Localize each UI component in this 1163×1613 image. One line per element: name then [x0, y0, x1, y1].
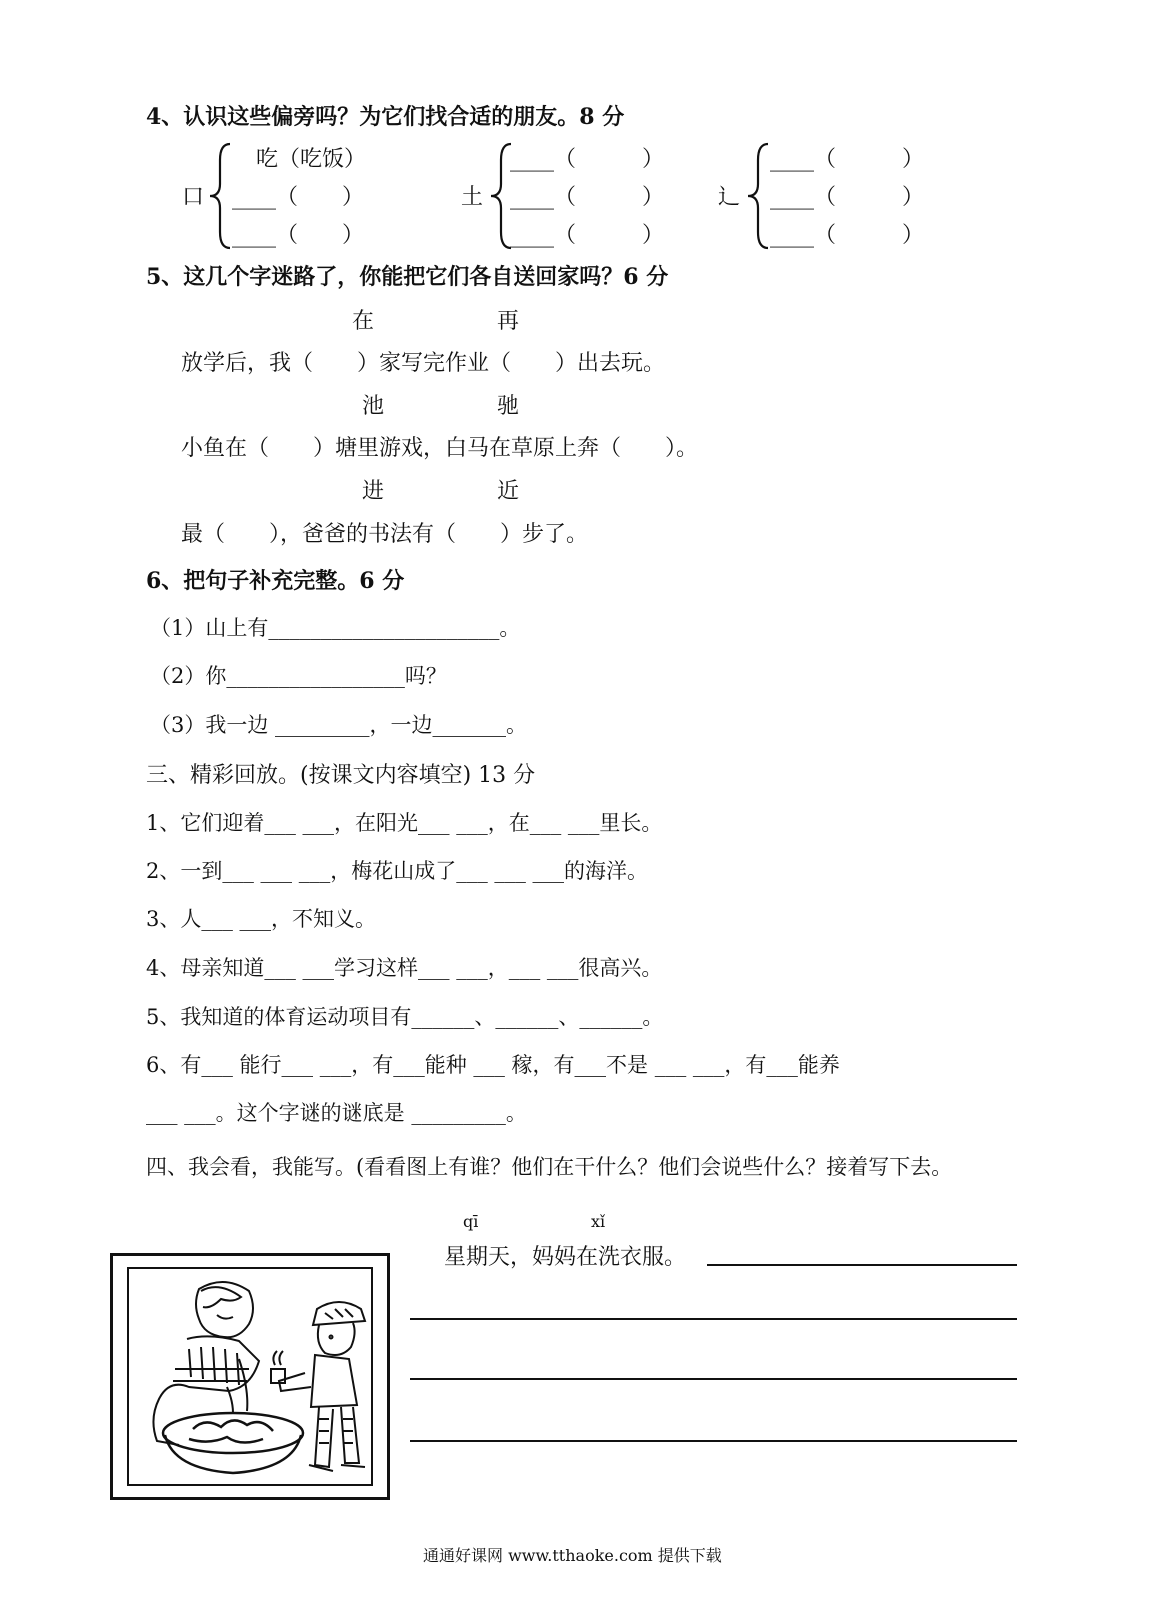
- q4-g3-row2[interactable]: ____（ ）: [770, 185, 925, 210]
- q5-set1-sentence[interactable]: 放学后，我（ ）家写完作业（ ）出去玩。: [181, 351, 666, 376]
- section3-title: 三、精彩回放。(按课文内容填空) 13 分: [146, 763, 536, 788]
- pinyin-xi: xǐ: [591, 1212, 606, 1231]
- brace-left-3: [742, 140, 772, 252]
- q5-set3-sentence[interactable]: 最（ ），爸爸的书法有（ ）步了。: [181, 522, 589, 547]
- q4-g3-row1[interactable]: ____（ ）: [770, 147, 925, 172]
- section3-item-1[interactable]: 1、它们迎着___ ___，在阳光___ ___，在___ ___里长。: [146, 811, 663, 835]
- q4-g3-row3[interactable]: ____（ ）: [770, 223, 925, 248]
- q4-g2-row1[interactable]: ____（ ）: [510, 147, 665, 172]
- q6-title: 6、把句子补充完整。6 分: [146, 568, 405, 594]
- radical-chuo: 辶: [718, 185, 741, 210]
- writing-line-4[interactable]: [410, 1440, 1017, 1442]
- q5-set2-sentence[interactable]: 小鱼在（ ）塘里游戏，白马在草原上奔（ ）。: [181, 436, 699, 461]
- writing-start-text: 星期天，妈妈在洗衣服。: [444, 1245, 687, 1270]
- section4-title: 四、我会看，我能写。(看看图上有谁？他们在干什么？他们会说些什么？接着写下去。: [146, 1155, 953, 1179]
- q4-g1-row3[interactable]: ____（ ）: [232, 223, 365, 248]
- q5-set1-word-b: 再: [497, 309, 520, 334]
- radical-tu: 土: [461, 185, 484, 210]
- writing-line-2[interactable]: [410, 1318, 1017, 1320]
- section3-item-6[interactable]: 6、有___ 能行___ ___，有___能种 ___ 稼，有___不是 ___ ___，有___能养: [146, 1053, 840, 1077]
- q5-set2-word-b: 驰: [497, 394, 520, 419]
- illustration-drawing: [129, 1269, 373, 1486]
- section3-item-6-cont[interactable]: ___ ___。这个字谜的谜底是 _________。: [146, 1101, 527, 1125]
- q5-set3-word-b: 近: [497, 479, 520, 504]
- q4-g2-row2[interactable]: ____（ ）: [510, 185, 665, 210]
- section3-item-4[interactable]: 4、母亲知道___ ___学习这样___ ___，___ ___很高兴。: [146, 956, 663, 980]
- radical-kou: 口: [182, 185, 205, 210]
- pinyin-qi: qī: [463, 1212, 479, 1231]
- section3-item-3[interactable]: 3、人___ ___，不知义。: [146, 907, 377, 931]
- writing-line-1[interactable]: [707, 1264, 1017, 1266]
- q4-g2-row3[interactable]: ____（ ）: [510, 223, 665, 248]
- section3-item-2[interactable]: 2、一到___ ___ ___，梅花山成了___ ___ ___的海洋。: [146, 859, 649, 883]
- page-footer: 通通好课网 www.tthaoke.com 提供下载: [423, 1546, 722, 1565]
- q6-item-1[interactable]: （1）山上有______________________。: [150, 616, 521, 640]
- q5-set3-word-a: 进: [362, 479, 385, 504]
- q6-item-2[interactable]: （2）你_________________吗？: [150, 664, 447, 688]
- illustration-mother-washing-clothes: [127, 1267, 373, 1486]
- writing-line-3[interactable]: [410, 1378, 1017, 1380]
- q5-title: 5、这几个字迷路了，你能把它们各自送回家吗？6 分: [146, 264, 669, 290]
- brace-left-1: [204, 140, 234, 252]
- q4-title: 4、认识这些偏旁吗？为它们找合适的朋友。8 分: [146, 104, 625, 130]
- q5-set1-word-a: 在: [352, 309, 375, 334]
- q6-item-3[interactable]: （3）我一边 _________，一边_______。: [150, 713, 528, 737]
- illustration-frame: [110, 1253, 390, 1500]
- q5-set2-word-a: 池: [362, 394, 385, 419]
- q4-g1-row2[interactable]: ____（ ）: [232, 185, 365, 210]
- section3-item-5[interactable]: 5、我知道的体育运动项目有______、______、______。: [146, 1005, 664, 1029]
- q4-g1-row1: 吃（吃饭）: [256, 147, 367, 172]
